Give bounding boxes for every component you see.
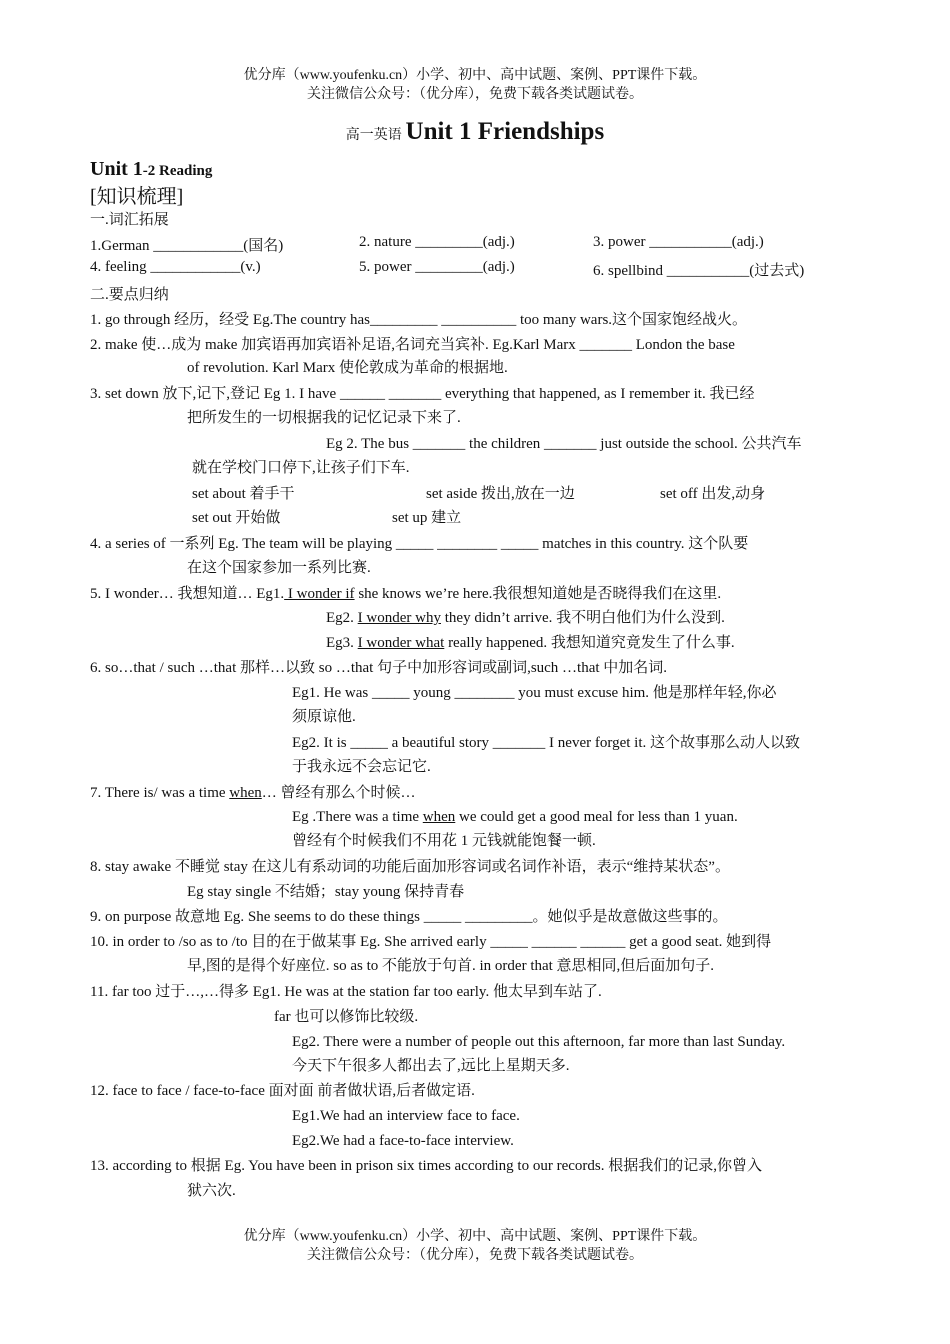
section-heading: [知识梳理]: [90, 186, 184, 208]
point-5-eg2: Eg2. I wonder why they didn’t arrive. 我不明白他们为什么没到.: [326, 610, 725, 626]
header-line-2: 关注微信公众号：（优分库），免费下载各类试题试卷。: [307, 87, 643, 102]
title-prefix: 高一英语: [345, 128, 402, 143]
point-6-eg2: Eg2. It is _____ a beautiful story _______ I never forget it. 这个故事那么动人以致: [292, 735, 800, 751]
point-3-eg2-cont: 就在学校门口停下,让孩子们下车.: [192, 460, 410, 476]
point-11-note: far 也可以修饰比较级.: [274, 1009, 419, 1025]
point-9: 9. on purpose 故意地 Eg. She seems to do these things _____ _________。她似乎是故意做这些事的。: [90, 909, 728, 925]
phrase: set out 开始做: [192, 510, 281, 526]
point-13-cont: 狱六次.: [187, 1183, 236, 1199]
point-4-cont: 在这个国家参加一系列比赛.: [187, 560, 371, 576]
phrase: set off 出发,动身: [660, 486, 766, 502]
underlined-phrase: I wonder what: [357, 635, 445, 651]
point-2: 2. make 使…成为 make 加宾语再加宾语补足语,名词充当宾补. Eg.Karl Marx _______ London the base: [90, 337, 735, 353]
vocab-item: 6. spellbind ___________(过去式): [593, 263, 805, 279]
underlined-phrase: I wonder if: [284, 586, 355, 602]
point-10-cont: 早,图的是得个好座位. so as to 不能放于句首. in order that 意思相同,但后面加句子.: [187, 958, 715, 974]
point-6: 6. so…that / such …that 那样…以致 so …that 句子中加形容词或副词,such …that 中加名词.: [90, 660, 668, 676]
point-5-eg3: Eg3. I wonder what really happened. 我想知道究竟发生了什么事.: [326, 635, 735, 651]
footer-line-1: 优分库（www.youfenku.cn）小学、初中、高中试题、案例、PPT课件下载。: [243, 1229, 707, 1244]
page-title: [0, 118, 950, 146]
header-line-1: 优分库（www.youfenku.cn）小学、初中、高中试题、案例、PPT课件下载。: [243, 68, 707, 83]
subtitle-main: Unit 1: [90, 158, 143, 180]
phrase: set aside 拨出,放在一边: [426, 486, 575, 502]
subtitle-suffix: -2 Reading: [142, 163, 213, 179]
title-main: Unit 1 Friendships: [405, 118, 605, 145]
point-4: 4. a series of 一系列 Eg. The team will be playing _____ ________ _____ matches in this country. 这个队要: [90, 536, 749, 552]
point-13: 13. according to 根据 Eg. You have been in prison six times according to our records. 根据我们的记录,你曾入: [90, 1158, 762, 1174]
vocab-item: 2. nature _________(adj.): [359, 234, 515, 250]
phrase: set up 建立: [392, 510, 462, 526]
point-5: 5. I wonder… 我想知道… Eg1. I wonder if she knows we’re here.我很想知道她是否晓得我们在这里.: [90, 586, 722, 602]
vocab-item: 5. power _________(adj.): [359, 259, 515, 275]
point-7: 7. There is/ was a time when… 曾经有那么个时候…: [90, 785, 416, 801]
vocab-item: 1.German ____________(国名): [90, 238, 284, 254]
underlined-phrase: when: [422, 809, 456, 825]
underlined-phrase: when: [229, 785, 262, 801]
point-12-eg2: Eg2.We had a face-to-face interview.: [292, 1133, 514, 1149]
vocab-item: 4. feeling ____________(v.): [90, 259, 261, 275]
footer-line-2: 关注微信公众号：（优分库），免费下载各类试题试卷。: [307, 1248, 643, 1263]
point-8-cont: Eg stay single 不结婚；stay young 保持青春: [187, 884, 465, 900]
vocab-heading: 一.词汇拓展: [90, 212, 169, 228]
point-11: 11. far too 过于…,…得多 Eg1. He was at the station far too early. 他太早到车站了.: [90, 984, 602, 1000]
point-8: 8. stay awake 不睡觉 stay 在这儿有系动词的功能后面加形容词或名词作补语，表示“维持某状态”。: [90, 859, 730, 875]
phrase: set about 着手干: [192, 486, 295, 502]
point-2-cont: of revolution. Karl Marx 使伦敦成为革命的根据地.: [187, 360, 508, 376]
point-6-eg2-cont: 于我永远不会忘记它.: [292, 759, 431, 775]
vocab-row: [90, 259, 890, 281]
point-1: 1. go through 经历，经受 Eg.The country has_________ __________ too many wars.这个国家饱经战火。: [90, 312, 748, 328]
point-3: 3. set down 放下,记下,登记 Eg 1. I have ______ _______ everything that happened, as I remember it. 我已经: [90, 386, 755, 402]
vocab-item: 3. power ___________(adj.): [593, 234, 764, 250]
point-11-eg2-cont: 今天下午很多人都出去了,远比上星期天多.: [292, 1058, 570, 1074]
point-3-cont: 把所发生的一切根据我的记忆记录下来了.: [187, 410, 461, 426]
point-7-eg-cont: 曾经有个时候我们不用花 1 元钱就能饱餐一顿.: [292, 833, 596, 849]
point-12: 12. face to face / face-to-face 面对面 前者做状语,后者做定语.: [90, 1083, 475, 1099]
subtitle: [90, 158, 212, 181]
point-6-eg1: Eg1. He was _____ young ________ you must excuse him. 他是那样年轻,你必: [292, 685, 777, 701]
point-6-eg1-cont: 须原谅他.: [292, 709, 356, 725]
points-heading: 二.要点归纳: [90, 287, 169, 303]
point-7-eg: Eg .There was a time when we could get a good meal for less than 1 yuan.: [292, 809, 738, 825]
point-10: 10. in order to /so as to /to 目的在于做某事 Eg. She arrived early _____ ______ ______ get a good seat. 她到得: [90, 934, 772, 950]
point-3-eg2: Eg 2. The bus _______ the children _______ just outside the school. 公共汽车: [326, 436, 802, 452]
vocab-row: [90, 234, 890, 256]
point-11-eg2: Eg2. There were a number of people out this afternoon, far more than last Sunday.: [292, 1034, 786, 1050]
point-12-eg1: Eg1.We had an interview face to face.: [292, 1108, 520, 1124]
underlined-phrase: I wonder why: [357, 610, 441, 626]
